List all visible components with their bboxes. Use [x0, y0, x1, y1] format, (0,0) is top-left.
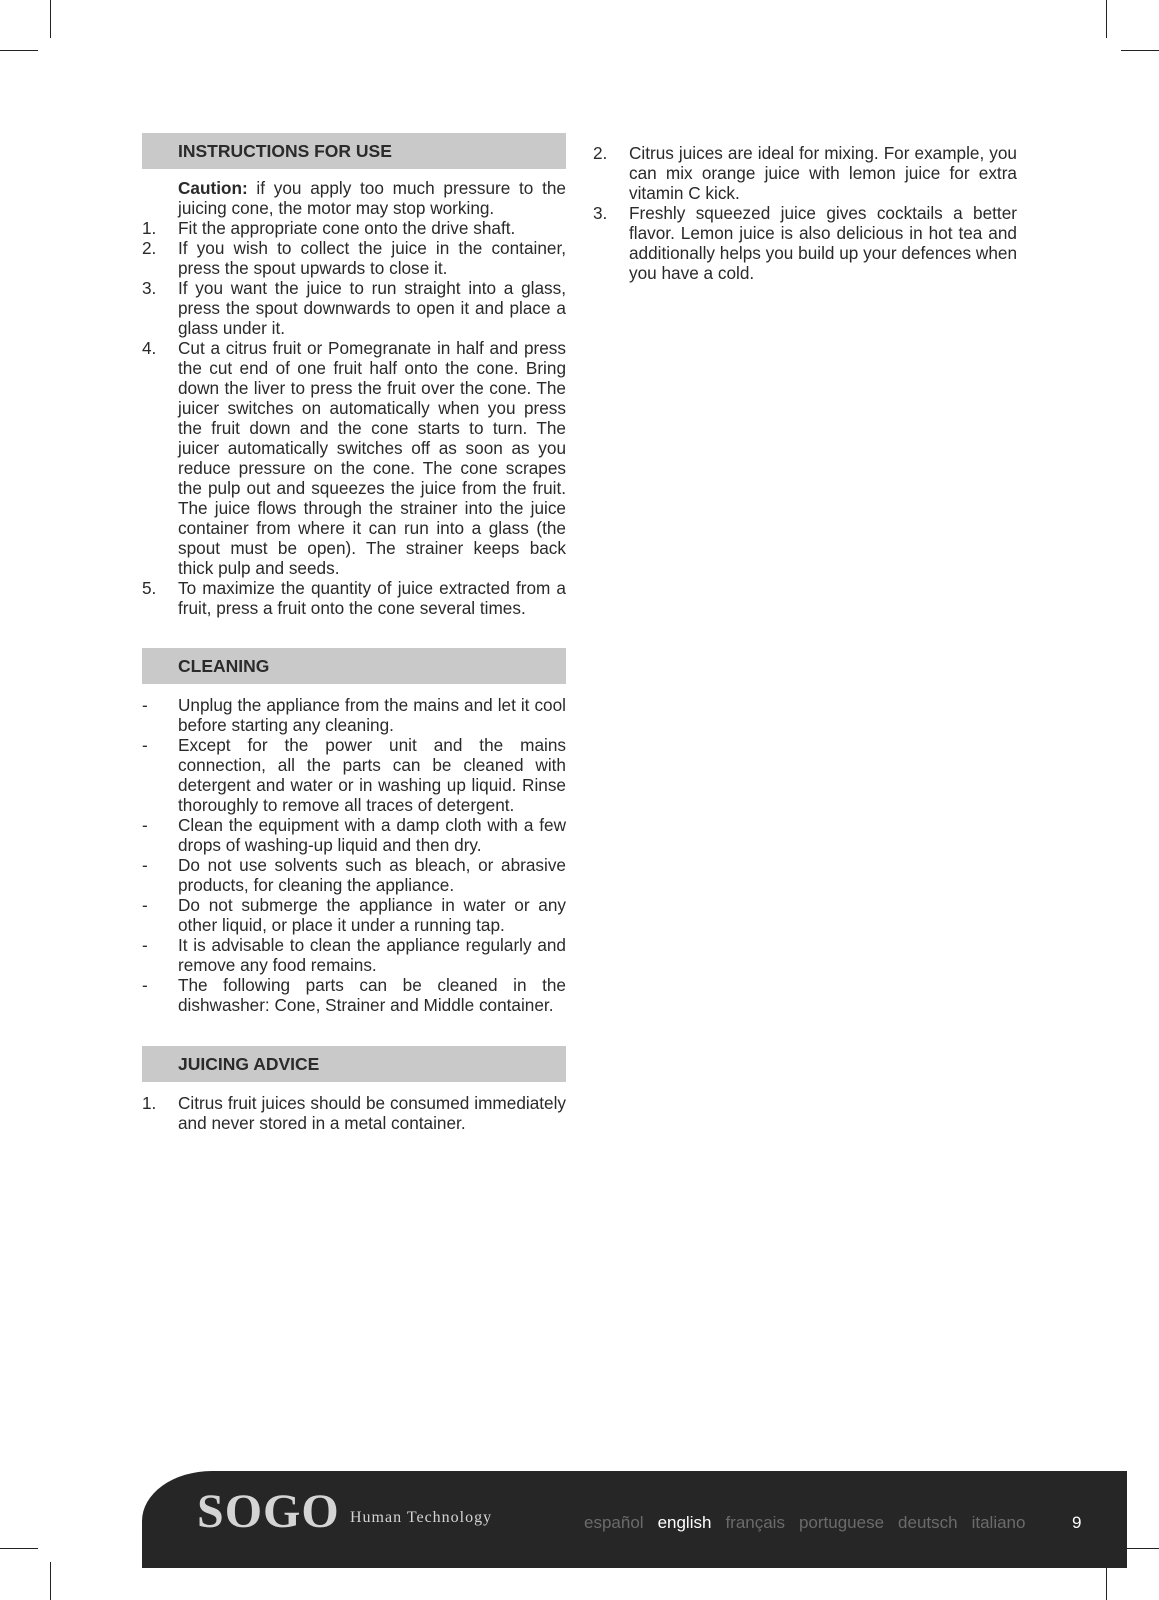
list-item: [142, 1093, 566, 1133]
item-text: Do not use solvents such as bleach, or abrasive products, for cleaning the appliance.: [178, 855, 566, 895]
item-marker: 2.: [593, 143, 608, 163]
item-text: To maximize the quantity of juice extracted from a fruit, press a fruit onto the cone several times.: [178, 578, 566, 618]
crop-mark: [0, 50, 38, 51]
left-column: [142, 133, 566, 1133]
item-marker: -: [142, 975, 148, 995]
footer-bar: [142, 1471, 1127, 1568]
list-item: [142, 935, 566, 975]
list-item: [142, 578, 566, 618]
list-item: [142, 338, 566, 578]
crop-mark: [50, 1562, 51, 1600]
item-text: Do not submerge the appliance in water or any other liquid, or place it under a running tap.: [178, 895, 566, 935]
item-text: The following parts can be cleaned in the dishwasher: Cone, Strainer and Middle container.: [178, 975, 566, 1015]
item-marker: 2.: [142, 238, 157, 258]
caution-note: [142, 178, 566, 218]
item-marker: 5.: [142, 578, 157, 598]
section-header-instructions: INSTRUCTIONS FOR USE: [142, 133, 566, 169]
list-item: [142, 895, 566, 935]
list-item: [142, 735, 566, 815]
caution-text: if you apply too much pressure to the juicing cone, the motor may stop working.: [178, 178, 566, 218]
item-text: Fit the appropriate cone onto the drive shaft.: [178, 218, 516, 238]
item-text: It is advisable to clean the appliance regularly and remove any food remains.: [178, 935, 566, 975]
section-header-cleaning: CLEANING: [142, 648, 566, 684]
item-text: Clean the equipment with a damp cloth with a few drops of washing-up liquid and then dry.: [178, 815, 566, 855]
list-item: [142, 975, 566, 1015]
language-espanol[interactable]: español: [584, 1513, 644, 1532]
item-marker: 3.: [142, 278, 157, 298]
list-item: [142, 695, 566, 735]
brand-logo: SOGO: [197, 1485, 340, 1538]
crop-mark: [1121, 50, 1159, 51]
page-number: 9: [1072, 1513, 1082, 1532]
list-item: [593, 143, 1017, 203]
right-column: [593, 143, 1017, 283]
item-text: Citrus fruit juices should be consumed immediately and never stored in a metal container.: [178, 1093, 566, 1133]
caution-label: Caution:: [178, 178, 248, 198]
section-header-juicing-advice: JUICING ADVICE: [142, 1046, 566, 1082]
item-marker: 1.: [142, 218, 157, 238]
item-text: If you wish to collect the juice in the container, press the spout upwards to close it.: [178, 238, 566, 278]
item-marker: -: [142, 735, 148, 755]
list-item: [142, 218, 566, 238]
list-item: [142, 238, 566, 278]
list-item: [142, 815, 566, 855]
language-francais[interactable]: français: [725, 1513, 785, 1532]
crop-mark: [50, 0, 51, 38]
item-marker: -: [142, 855, 148, 875]
item-marker: 4.: [142, 338, 157, 358]
item-marker: 1.: [142, 1093, 157, 1113]
instructions-list: [142, 218, 566, 618]
juicing-advice-list: [142, 1093, 566, 1133]
item-text: Citrus juices are ideal for mixing. For example, you can mix orange juice with lemon juice for extra vitamin C kick.: [629, 143, 1017, 203]
cleaning-list: [142, 695, 566, 1015]
list-item: [142, 278, 566, 338]
list-item: [593, 203, 1017, 283]
language-italiano[interactable]: italiano: [971, 1513, 1026, 1532]
item-marker: -: [142, 695, 148, 715]
item-marker: -: [142, 895, 148, 915]
item-text: If you want the juice to run straight into a glass, press the spout downwards to open it and place a glass under it.: [178, 278, 566, 338]
language-portuguese[interactable]: portuguese: [798, 1513, 885, 1532]
crop-mark: [0, 1548, 38, 1549]
item-text: Freshly squeezed juice gives cocktails a better flavor. Lemon juice is also delicious in hot tea and additionally helps you build up your defences when you have a cold.: [629, 203, 1017, 283]
item-marker: 3.: [593, 203, 608, 223]
language-deutsch[interactable]: deutsch: [898, 1513, 958, 1532]
item-text: Cut a citrus fruit or Pomegranate in half and press the cut end of one fruit half onto the cone. Bring down the liver to press the fruit over the cone. The juicer switches on automatically when you press the fruit down and the cone starts to turn. The juicer automatically switches off as soon as you reduce pressure on the cone. The cone scrapes the pulp out and squeezes the juice from the fruit. The juice flows through the strainer into the juice container from where it can run into a glass (the spout must be open). The strainer keeps back thick pulp and seeds.: [178, 338, 566, 578]
item-marker: -: [142, 935, 148, 955]
item-marker: -: [142, 815, 148, 835]
item-text: Except for the power unit and the mains connection, all the parts can be cleaned with detergent and water or in washing up liquid. Rinse thoroughly to remove all traces of detergent.: [178, 735, 566, 815]
brand-tagline: Human Technology: [350, 1509, 493, 1526]
language-english[interactable]: english: [657, 1513, 712, 1532]
item-text: Unplug the appliance from the mains and let it cool before starting any cleaning.: [178, 695, 566, 735]
list-item: [142, 855, 566, 895]
crop-mark: [1106, 0, 1107, 38]
language-selector: [584, 1513, 1025, 1533]
